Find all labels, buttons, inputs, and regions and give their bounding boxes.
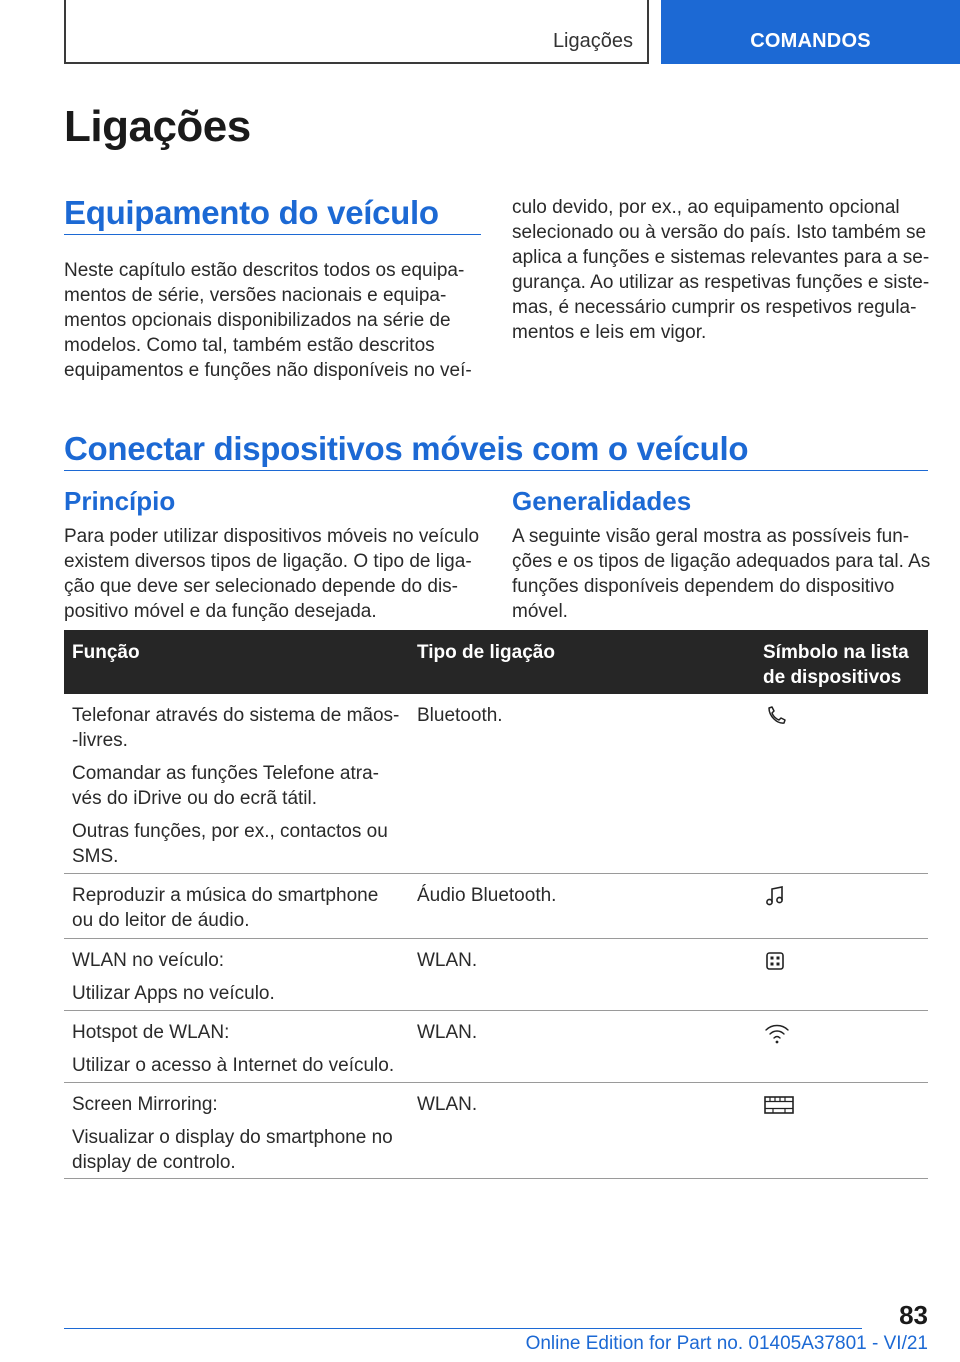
text-line: Reproduzir a música do smartphone — [72, 885, 379, 906]
text-line: equipamentos e funções não disponíveis no veí‐ — [64, 360, 472, 381]
text-line: vés do iDrive ou do ecrã tátil. — [72, 788, 318, 809]
heading-equipment: Equipamento do veículo — [64, 194, 439, 231]
text-line: móvel. — [512, 601, 568, 622]
heading-principle: Princípio — [64, 486, 176, 516]
function-paragraph — [72, 1125, 409, 1175]
cell-function — [64, 694, 409, 873]
text-line: Neste capítulo estão descritos todos os equipa‐ — [64, 260, 465, 281]
cell-connection: WLAN. — [417, 1094, 478, 1115]
text-line: ‐livres. — [72, 730, 128, 751]
section-label: COMANDOS — [750, 30, 871, 52]
cell-connection: WLAN. — [417, 950, 478, 971]
table-row — [64, 694, 928, 874]
equipment-text-col1 — [64, 258, 484, 383]
cell-function — [64, 1083, 409, 1178]
text-line: WLAN no veículo: — [72, 950, 225, 971]
table-row — [64, 874, 928, 939]
phone-handset-icon — [763, 704, 789, 728]
wifi-icon — [763, 1021, 791, 1047]
table-row — [64, 1011, 928, 1083]
text-line: A seguinte visão geral mostra as possíveis fun‐ — [512, 526, 910, 547]
text-line: display de controlo. — [72, 1152, 236, 1173]
text-line: aplica a funções e sistemas relevantes para a se‐ — [512, 247, 930, 268]
page-title: Ligações — [64, 102, 251, 151]
chapter-label: Ligações — [552, 30, 633, 52]
text-line: ção que deve ser selecionado depende do dis‐ — [64, 576, 459, 597]
function-paragraph — [72, 981, 409, 1006]
text-line: gurança. Ao utilizar as respetivas funções e siste‐ — [512, 272, 930, 293]
footer-rule — [64, 1328, 862, 1329]
function-paragraph — [72, 1020, 409, 1045]
equipment-text-col2 — [512, 195, 932, 345]
cell-symbol — [755, 1011, 928, 1082]
cell-connection: Bluetooth. — [417, 705, 503, 726]
cell-connection: Áudio Bluetooth. — [417, 885, 557, 906]
text-line: mentos de série, versões nacionais e equipa‐ — [64, 285, 447, 306]
screen-mirroring-icon — [763, 1093, 795, 1117]
header-symbol-line: de dispositivos — [763, 667, 902, 688]
text-line: Utilizar Apps no veículo. — [72, 983, 275, 1004]
apps-icon — [763, 949, 787, 973]
table-row — [64, 939, 928, 1011]
cell-symbol — [755, 874, 928, 938]
text-line: mentos opcionais disponibilizados na série de — [64, 310, 451, 331]
heading-rule — [64, 234, 481, 235]
cell-symbol — [755, 1083, 928, 1178]
text-line: SMS. — [72, 846, 119, 867]
heading-rule — [64, 470, 928, 471]
function-paragraph — [72, 1053, 409, 1078]
cell-connection: WLAN. — [417, 1022, 478, 1043]
text-line: Utilizar o acesso à Internet do veículo. — [72, 1055, 395, 1076]
heading-general: Generalidades — [512, 486, 692, 516]
text-line: Outras funções, por ex., contactos ou — [72, 821, 388, 842]
header-connection: Tipo de ligação — [417, 642, 555, 663]
music-note-icon — [763, 884, 787, 908]
text-line: culo devido, por ex., ao equipamento opcional — [512, 197, 900, 218]
section-tab — [661, 0, 960, 64]
text-line: Comandar as funções Telefone atra‐ — [72, 763, 379, 784]
text-line: Screen Mirroring: — [72, 1094, 218, 1115]
header-function: Função — [72, 642, 140, 663]
table-header — [64, 630, 928, 694]
text-line: positivo móvel e da função desejada. — [64, 601, 377, 622]
general-text — [512, 524, 937, 624]
function-paragraph — [72, 819, 409, 869]
cell-symbol — [755, 939, 928, 1010]
text-line: Visualizar o display do smartphone no — [72, 1127, 393, 1148]
text-line: Para poder utilizar dispositivos móveis no veículo — [64, 526, 480, 547]
table-row — [64, 1083, 928, 1179]
heading-connect: Conectar dispositivos móveis com o veículo — [64, 430, 749, 467]
chapter-tab — [64, 0, 649, 64]
connection-table — [64, 630, 928, 1179]
function-paragraph — [72, 1092, 409, 1117]
cell-function — [64, 874, 409, 938]
function-paragraph — [72, 703, 409, 753]
edition-text: Online Edition for Part no. 01405A37801 - VI/21 — [525, 1333, 928, 1354]
text-line: Telefonar através do sistema de mãos‐ — [72, 705, 400, 726]
text-line: ou do leitor de áudio. — [72, 910, 250, 931]
page-number: 83 — [899, 1300, 928, 1330]
text-line: Hotspot de WLAN: — [72, 1022, 230, 1043]
text-line: funções disponíveis dependem do dispositivo — [512, 576, 895, 597]
cell-function — [64, 939, 409, 1010]
text-line: existem diversos tipos de ligação. O tipo de liga‐ — [64, 551, 472, 572]
function-paragraph — [72, 761, 409, 811]
cell-function — [64, 1011, 409, 1082]
header-symbol — [755, 630, 928, 694]
cell-symbol — [755, 694, 928, 873]
text-line: ções e os tipos de ligação adequados para tal. As — [512, 551, 931, 572]
principle-text — [64, 524, 489, 624]
text-line: mentos e leis em vigor. — [512, 322, 707, 343]
text-line: selecionado ou à versão do país. Isto também se — [512, 222, 927, 243]
text-line: modelos. Como tal, também estão descritos — [64, 335, 435, 356]
function-paragraph — [72, 948, 409, 973]
text-line: mas, é necessário cumprir os respetivos regula‐ — [512, 297, 917, 318]
function-paragraph — [72, 883, 409, 933]
header-symbol-line: Símbolo na lista — [763, 642, 909, 663]
